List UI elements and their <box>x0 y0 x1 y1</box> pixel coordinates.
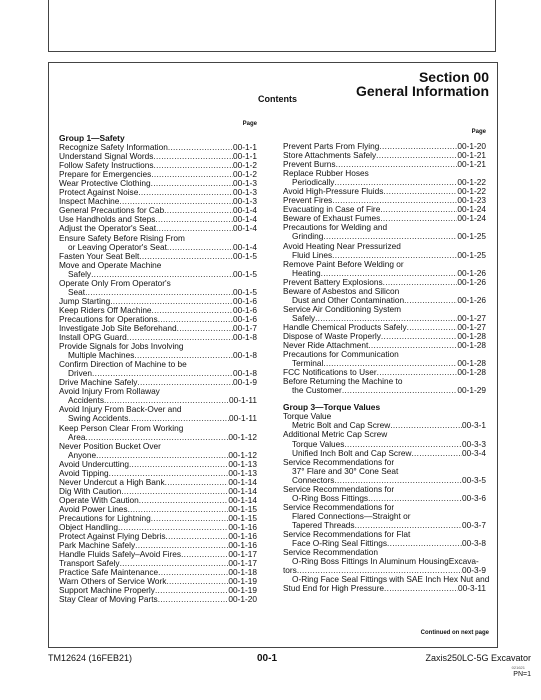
dot-leader <box>155 215 233 224</box>
toc-entry-page: 00-1-12 <box>228 431 257 442</box>
contents-left-column <box>59 120 257 604</box>
dot-leader <box>379 142 457 151</box>
toc-entry[interactable] <box>283 584 486 593</box>
toc-entry-title: Prevent Parts From Flying <box>283 141 380 151</box>
toc-entry-title: Wear Protective Clothing <box>59 178 151 189</box>
toc-entry-page: 00-1-4 <box>233 241 257 252</box>
toc-line: Service Recommendations for <box>283 483 395 494</box>
toc-entry-page: 00-1-17 <box>228 558 257 569</box>
toc-entry-page: 00-1-14 <box>228 476 257 487</box>
toc-line: O-Ring Face Seal Fittings with SAE Inch Hex Nut and <box>292 574 490 585</box>
dot-leader <box>152 306 233 315</box>
dot-leader <box>404 296 457 305</box>
toc-entry-page: 00-1-20 <box>228 594 257 605</box>
toc-entry-title: Area <box>68 431 86 442</box>
toc-entry-page: 00-1-11 <box>229 413 257 424</box>
toc-entry-page: 00-1-2 <box>233 160 257 171</box>
toc-entry-page: 00-3-3 <box>462 438 486 449</box>
toc-entry-page: 00-1-22 <box>457 177 486 188</box>
dot-leader <box>129 460 228 469</box>
toc-entry-page: 00-1-4 <box>233 205 257 216</box>
toc-entry-page: 00-1-13 <box>228 467 257 478</box>
toc-entry-title: Anyone <box>68 449 97 460</box>
toc-entry-title: Avoid High-Pressure Fluids <box>283 186 384 197</box>
dot-leader <box>380 214 457 223</box>
dot-leader <box>390 421 462 430</box>
toc-line: Avoid Injury From Rollaway <box>59 386 160 397</box>
toc-entry-title: Avoid Undercutting <box>59 458 129 469</box>
toc-entry-title: Install OPG Guard <box>59 332 127 343</box>
toc-entry-page: 00-1-7 <box>233 322 257 333</box>
toc-entry-page: 00-1-15 <box>228 503 257 514</box>
toc-entry-page: 00-1-6 <box>233 295 257 306</box>
footer-date-code: 021621 <box>511 665 525 670</box>
toc-entry-page: 00-1-21 <box>457 150 486 161</box>
toc-entry-page: 00-1-19 <box>228 576 257 587</box>
toc-line: Before Returning the Machine to <box>283 376 403 387</box>
toc-entry-page: 00-1-14 <box>228 494 257 505</box>
toc-line: Precautions for Communication <box>283 349 399 360</box>
toc-entry-page: 00-1-28 <box>457 367 486 378</box>
toc-entry-title: Beware of Exhaust Fumes <box>283 213 381 224</box>
toc-entry-page: 00-1-16 <box>228 531 257 542</box>
toc-entry-title: Periodically <box>292 177 335 188</box>
toc-entry-title: Driven <box>68 368 92 379</box>
toc-entry-page: 00-1-29 <box>457 385 486 396</box>
toc-entry-title: Use Handholds and Steps <box>59 214 156 225</box>
toc-entry-page: 00-1-3 <box>233 187 257 198</box>
toc-entry-title: Safely <box>292 312 316 323</box>
page-column-header: Page <box>471 129 486 135</box>
toc-entry-title: Face O-Ring Seal Fittings <box>292 538 387 549</box>
toc-entry-title: Torque Values <box>292 438 345 449</box>
contents-heading: Contents <box>258 94 297 104</box>
toc-entry-page: 00-1-28 <box>457 330 486 341</box>
toc-line: Avoid Heating Near Pressurized <box>283 240 401 251</box>
toc-entry-page: 00-1-17 <box>228 549 257 560</box>
toc-entry-page: 00-1-3 <box>233 196 257 207</box>
toc-entry-title: Dust and Other Contamination <box>292 294 405 305</box>
continued-note: Continued on next page <box>420 630 489 636</box>
group-heading: Group 3—Torque Values <box>283 402 381 413</box>
toc-entry-title: Object Handling <box>59 522 119 533</box>
toc-entry-page: 00-1-3 <box>233 178 257 189</box>
toc-entry-page: 00-1-4 <box>233 223 257 234</box>
toc-entry-title: Multiple Machines <box>68 350 135 361</box>
toc-entry-title: Operate With Caution <box>59 494 139 505</box>
toc-entry-page: 00-1-28 <box>457 340 486 351</box>
toc-entry-title: Precautions for Lightning <box>59 512 151 523</box>
toc-entry-page: 00-1-8 <box>233 368 257 379</box>
toc-line: Service Recommendation <box>283 547 378 558</box>
toc-entry-page: 00-3-1 <box>462 420 486 431</box>
toc-entry-page: 00-1-9 <box>233 377 257 388</box>
toc-entry-title: Adjust the Operator's Seat <box>59 223 157 234</box>
toc-line: Precautions for Welding and <box>283 222 388 233</box>
toc-entry-title: Follow Safety Instructions <box>59 160 154 171</box>
toc-entry-page: 00-1-11 <box>229 395 257 406</box>
toc-entry-title: Understand Signal Words <box>59 151 154 162</box>
toc-line: Move and Operate Machine <box>59 259 162 270</box>
dot-leader <box>380 205 457 214</box>
toc-entry-title: Never Ride Attachment <box>283 340 369 351</box>
toc-line: Torque Value <box>283 411 332 422</box>
toc-entry-page: 00-1-23 <box>457 195 486 206</box>
toc-entry-title: Inspect Machine <box>59 196 120 207</box>
group-heading: Group 1—Safety <box>59 133 125 143</box>
toc-entry-page: 00-1-25 <box>457 249 486 260</box>
toc-line: Remove Paint Before Welding or <box>283 258 404 269</box>
toc-entry-title: O-Ring Boss Fittings <box>292 492 369 503</box>
toc-entry-title: Swing Accidents <box>68 413 129 424</box>
toc-line: Service Recommendations for <box>283 456 395 467</box>
contents-page <box>48 62 498 648</box>
dot-leader <box>166 532 229 541</box>
dot-leader <box>155 586 228 595</box>
toc-entry-page: 00-1-4 <box>233 214 257 225</box>
toc-entry-page: 00-1-24 <box>457 213 486 224</box>
contents-right-column <box>283 128 490 594</box>
footer-doc-id: TM12624 (16FEB21) <box>48 653 133 663</box>
dot-leader <box>177 324 233 333</box>
toc-entry[interactable] <box>283 386 486 395</box>
dot-leader <box>138 188 233 197</box>
toc-entry-title: Park Machine Safely <box>59 540 136 551</box>
footer-model: Zaxis250LC-5G Excavator <box>425 653 531 663</box>
toc-entry-page: 00-1-18 <box>228 567 257 578</box>
toc-entry-title: General Precautions for Cab <box>59 205 165 216</box>
toc-entry-title: Dig With Caution <box>59 485 122 496</box>
toc-entry-page: 00-1-1 <box>233 151 257 162</box>
toc-entry-title: Prepare for Emergencies <box>59 169 152 180</box>
toc-entry-title: Fluid Lines <box>292 249 333 260</box>
toc-entry-page: 00-1-13 <box>228 458 257 469</box>
toc-entry-title: Stay Clear of Moving Parts <box>59 594 158 605</box>
dot-leader <box>139 496 229 505</box>
toc-entry-title: Keep Riders Off Machine <box>59 304 152 315</box>
dot-leader <box>158 595 229 604</box>
toc-entry-page: 00-3-4 <box>462 447 486 458</box>
footer-pn: PN=1 <box>513 671 531 678</box>
toc-entry-title: Handle Fluids Safely–Avoid Fires <box>59 549 182 560</box>
toc-entry-page: 00-3-9 <box>462 565 486 576</box>
toc-entry-page: 00-3-5 <box>462 474 486 485</box>
toc-entry-page: 00-1-20 <box>457 141 486 151</box>
header-frame <box>48 0 496 52</box>
dot-leader <box>151 514 229 523</box>
toc-line: Service Recommendations for Flat <box>283 528 411 539</box>
toc-entry-page: 00-1-24 <box>457 204 486 215</box>
toc-entry-page: 00-1-6 <box>233 304 257 315</box>
toc-line: Provide Signals for Jobs Involving <box>59 341 184 352</box>
toc-entry-page: 00-1-16 <box>228 522 257 533</box>
toc-line: Ensure Safety Before Rising From <box>59 232 185 243</box>
dot-leader <box>411 449 462 458</box>
toc-entry-title: Evacuating in Case of Fire <box>283 204 381 215</box>
toc-entry-page: 00-1-5 <box>233 268 257 279</box>
dot-leader <box>158 568 228 577</box>
toc-entry-page: 00-1-26 <box>457 267 486 278</box>
toc-entry-title: Accidents <box>68 395 104 406</box>
toc-entry-title: Unified Inch Bolt and Cap Screw <box>292 447 412 458</box>
dot-leader <box>151 170 233 179</box>
toc-entry-title: Precautions for Operations <box>59 313 158 324</box>
dot-leader <box>167 243 233 252</box>
toc-entry-title: Avoid Tipping <box>59 467 109 478</box>
right-entry-list <box>283 141 490 594</box>
toc-entry-title: Prevent Battery Explosions <box>283 276 383 287</box>
toc-entry-page: 00-1-8 <box>233 332 257 343</box>
toc-entry-title: Support Machine Properly <box>59 585 155 596</box>
toc-entry-page: 00-1-8 <box>233 350 257 361</box>
toc-entry-title: Prevent Burns <box>283 159 336 170</box>
toc-entry-title: Terminal <box>292 358 324 369</box>
dot-leader <box>181 550 228 559</box>
toc-entry-title: Fasten Your Seat Belt <box>59 250 140 261</box>
toc-entry-title: Avoid Power Lines <box>59 503 128 514</box>
toc-entry-title: Practice Safe Maintenance <box>59 567 159 578</box>
dot-leader <box>376 151 457 160</box>
dot-leader <box>384 584 458 593</box>
dot-leader <box>407 323 458 332</box>
dot-leader <box>381 332 457 341</box>
toc-entry-title: Transport Safely <box>59 558 120 569</box>
toc-entry-title: Store Attachments Safely <box>283 150 377 161</box>
toc-entry-page: 00-1-5 <box>233 286 257 297</box>
toc-entry-page: 00-1-6 <box>233 313 257 324</box>
toc-entry-title: FCC Notifications to User <box>283 367 377 378</box>
toc-line: Beware of Asbestos and Silicon <box>283 285 400 296</box>
dot-leader <box>166 577 228 586</box>
toc-entry-title: Protect Against Noise <box>59 187 139 198</box>
toc-entry-page: 00-1-26 <box>457 294 486 305</box>
toc-entry-title: Drive Machine Safely <box>59 377 138 388</box>
toc-entry-title: Heating <box>292 267 321 278</box>
toc-line: Confirm Direction of Machine to be <box>59 359 187 370</box>
dot-leader <box>383 187 457 196</box>
page-column-header: Page <box>242 121 257 127</box>
toc-entry-page: 00-1-21 <box>457 159 486 170</box>
dot-leader <box>387 539 462 548</box>
dot-leader <box>154 161 233 170</box>
toc-entry-title: tors <box>283 565 297 576</box>
toc-line: Flared Connections—Straight or <box>292 510 411 521</box>
toc-entry-page: 00-1-22 <box>457 186 486 197</box>
toc-entry-title: Recognize Safety Information <box>59 142 168 153</box>
dot-leader <box>153 152 233 161</box>
toc-entry-page: 00-3-8 <box>462 538 486 549</box>
toc-entry-title: Prevent Fires <box>283 195 333 206</box>
toc-entry-title: Stud End for High Pressure <box>283 583 384 594</box>
toc-entry-title: Connectors <box>292 474 335 485</box>
toc-entry-title: Investigate Job Site Beforehand <box>59 322 177 333</box>
toc-entry-page: 00-1-27 <box>457 312 486 323</box>
dot-leader <box>168 143 233 152</box>
toc-entry-page: 00-1-16 <box>228 540 257 551</box>
dot-leader <box>151 179 233 188</box>
toc-entry-title: Seat <box>68 286 86 297</box>
toc-line: Never Position Bucket Over <box>59 440 161 451</box>
toc-line: Avoid Injury From Back-Over and <box>59 404 182 415</box>
toc-entry-page: 00-1-25 <box>457 231 486 242</box>
dot-leader <box>342 386 458 395</box>
toc-entry-title: Grinding <box>292 231 324 242</box>
footer-page-number: 00-1 <box>257 653 278 664</box>
toc-line: Additional Metric Cap Screw <box>283 429 388 440</box>
toc-entry-page: 00-1-2 <box>233 169 257 180</box>
toc-entry-title: Handle Chemical Products Safely <box>283 321 407 332</box>
toc-entry-page: 00-1-19 <box>228 585 257 596</box>
section-number: Section 00 <box>418 69 489 85</box>
toc-entry-title: Never Undercut a High Bank <box>59 476 165 487</box>
toc-line: Service Air Conditioning System <box>283 303 402 314</box>
toc-line: Keep Person Clear From Working <box>59 422 184 433</box>
toc-line: Service Recommendations for <box>283 501 395 512</box>
dot-leader <box>165 478 229 487</box>
toc-entry-title: Dispose of Waste Properly <box>283 330 381 341</box>
toc-entry-page: 00-3-11 <box>458 583 486 594</box>
toc-entry-title: Safely <box>68 268 92 279</box>
toc-entry-title: the Customer <box>292 385 342 396</box>
toc-entry-page: 00-3-7 <box>462 519 486 530</box>
left-entry-list <box>59 134 257 604</box>
toc-entry-title: Warn Others of Service Work <box>59 576 167 587</box>
toc-entry-title: Metric Bolt and Cap Screw <box>292 420 391 431</box>
toc-line: 37° Flare and 30° Cone Seat <box>292 465 399 476</box>
toc-entry-page: 00-1-5 <box>233 250 257 261</box>
toc-entry-page: 00-1-12 <box>228 449 257 460</box>
toc-entry[interactable] <box>59 595 257 604</box>
toc-entry-page: 00-3-6 <box>462 492 486 503</box>
section-title: General Information <box>355 83 489 99</box>
toc-entry-title: Tapered Threads <box>292 519 355 530</box>
toc-entry-title: or Leaving Operator's Seat <box>68 241 167 252</box>
toc-entry-page: 00-1-1 <box>233 142 257 153</box>
toc-entry-title: Jump Starting <box>59 295 111 306</box>
toc-entry-page: 00-1-27 <box>457 321 486 332</box>
toc-entry-page: 00-1-15 <box>228 512 257 523</box>
dot-leader <box>164 206 233 215</box>
toc-line: O-Ring Boss Fittings In Aluminum HousingExcava- <box>292 556 479 567</box>
toc-entry-page: 00-1-14 <box>228 485 257 496</box>
toc-entry-page: 00-1-28 <box>457 358 486 369</box>
toc-line: Operate Only From Operator's <box>59 277 171 288</box>
toc-entry-title: Protect Against Flying Debris <box>59 531 166 542</box>
toc-entry-page: 00-1-26 <box>457 276 486 287</box>
toc-line: Replace Rubber Hoses <box>283 168 369 179</box>
